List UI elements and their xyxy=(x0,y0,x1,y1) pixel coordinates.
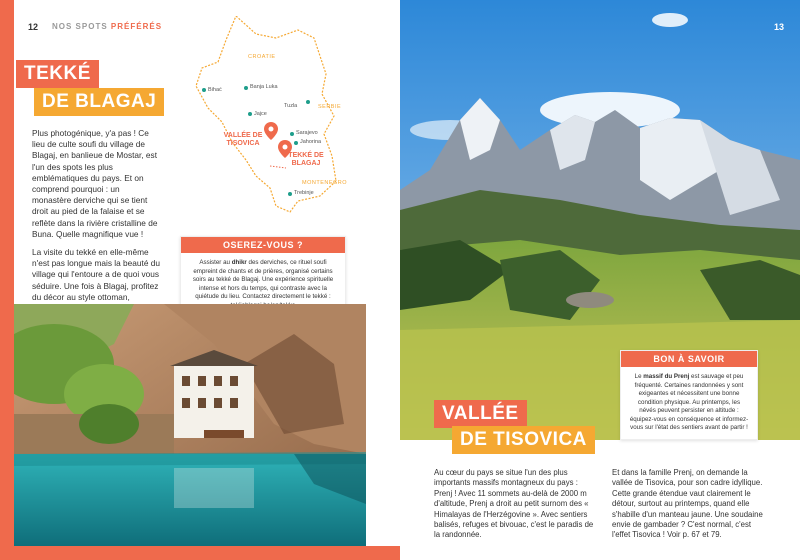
orange-bottom-bar xyxy=(0,546,400,560)
map-city-jajce: Jajce xyxy=(254,111,267,117)
map-pin-label-tisovica: VALLÉE DE TISOVICA xyxy=(223,132,263,147)
map-city-banja-luka: Banja Luka xyxy=(250,84,278,90)
info-box-text: Le massif du Prenj est sauvage et peu fréquenté. Certaines randonnées y sont exigeantes et nécessitent une bonne condition physique. Au printemps, les névés peuvent persister en altitude : équipez-vous en conséquence et informez-vous sur l'état des sentiers avant de partir ! xyxy=(629,373,749,431)
map-country-montenegro: MONTENEGRO xyxy=(302,180,348,186)
paragraph-2: La visite du tekké en elle-même n'est pas longue mais la beauté du village qui l'entoure a de quoi vous séduire. Une fois à Blagaj, profitez du décor au style ottoman, xyxy=(32,247,160,302)
tip-box-text: Assister au dhikr des derviches, ce rituel soufi empreint de chants et de prières, organisé certains soirs au tekké de Blagaj. Une expérience spirituelle intense et hors du temps, qui contraste avec la quiétude du lieu. Contactez directement le tekké : xyxy=(181,253,345,316)
map-city-trebinje: Trebinje xyxy=(294,190,314,196)
map-dot-sarajevo xyxy=(290,132,294,136)
map-city-bihac: Bihać xyxy=(208,87,222,93)
map-dot-jahorina xyxy=(294,141,298,145)
page-number-left: 12 xyxy=(28,22,39,32)
title-line2: DE BLAGAJ xyxy=(34,88,164,116)
map-city-tuzla: Tuzla xyxy=(284,103,298,109)
map-outline xyxy=(186,16,356,216)
map-city-sarajevo: Sarajevo xyxy=(296,130,318,136)
map-city-jahorina: Jahorina xyxy=(300,139,322,145)
column-2: Et dans la famille Prenj, on demande la vallée de Tisovica, pour son cadre idyllique. Cette grande étendue vaut clairement le détour, surtout au printemps, quand elle s'habille d'un manteau jaune. Une soudaine envie de gambader ? C'est normal, c'est l'effet Tisovica ! Voir p. 67 et 79. xyxy=(612,468,763,540)
map-dot-jajce xyxy=(248,112,252,116)
map-pin-icon xyxy=(264,122,278,140)
info-box xyxy=(620,350,758,440)
title-line1: TEKKÉ xyxy=(16,60,99,88)
section-header: NOS SPOTS PRÉFÉRÉS xyxy=(52,22,163,31)
paragraph-1: Plus photogénique, y'a pas ! Ce lieu de culte soufi du village de Blagaj, en banlieue de Mostar, est l'un des spots les plus emblématiques du pays. Et on comprend pourquoi : un monastère derviche qui se tient droit au pied de la falaise et se reflète dans la rivière cristalline de Buna. Quelle magnifique vue ! xyxy=(32,128,158,239)
tip-box-title: OSEREZ-VOUS ? xyxy=(181,237,345,253)
map-dot-bihac xyxy=(202,88,206,92)
orange-margin-bar xyxy=(0,0,14,560)
blagaj-photo xyxy=(14,304,366,546)
map-country-croatia: CROATIE xyxy=(248,54,276,60)
bosnia-map xyxy=(186,16,356,216)
info-box-title: BON À SAVOIR xyxy=(621,351,757,367)
title-line1: VALLÉE xyxy=(434,400,527,428)
map-dot-banja-luka xyxy=(244,86,248,90)
map-country-serbia: SERBIE xyxy=(318,104,342,110)
map-dot-tuzla xyxy=(306,100,310,104)
column-1: Au cœur du pays se situe l'un des plus importants massifs montagneux du pays : Prenj ! Avec 11 sommets au-delà de 2000 m d'altitude, Prenj a droit au petit surnom des « Himalayas de l'Herzégovine ». Avec sentiers balisés, refuges et bivouac, c'est le paradis de la randonnée. xyxy=(434,468,594,540)
blagaj-photo-image xyxy=(14,304,366,546)
map-pin-label-blagaj: TEKKÉ DE BLAGAJ xyxy=(288,152,324,167)
right-page xyxy=(400,0,800,560)
map-dot-trebinje xyxy=(288,192,292,196)
title-line2: DE TISOVICA xyxy=(452,426,595,454)
page-number-right: 13 xyxy=(773,22,784,32)
